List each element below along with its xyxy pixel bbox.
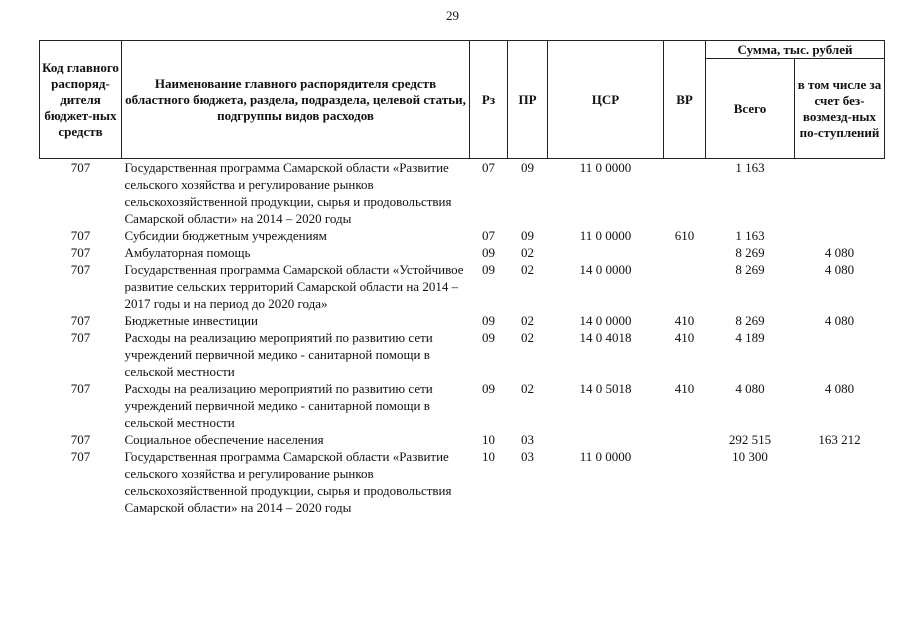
- cell-code: 707: [70, 432, 91, 447]
- cell-grant: [795, 159, 885, 227]
- cell-total: 8 269: [735, 313, 765, 328]
- cell-csr: [548, 244, 664, 261]
- cell-grant: [795, 448, 885, 516]
- cell-name: Государственная программа Самарской области «Развитие сельского хозяйства и регулирование рынков сельскохозяйственной продукции, сырья и продовольствия Самарской области» на 2014 – 2020 годы: [124, 160, 452, 226]
- cell-name: Амбулаторная помощь: [124, 245, 251, 260]
- cell-vr: 410: [674, 313, 695, 328]
- cell-rz: 09: [482, 262, 495, 277]
- cell-code: 707: [70, 449, 91, 464]
- cell-pr: 02: [521, 262, 534, 277]
- cell-grant: 4 080: [824, 381, 855, 396]
- cell-total: 4 189: [735, 330, 765, 345]
- header-sum: Сумма, тыс. рублей: [706, 41, 885, 59]
- header-pr: ПР: [508, 41, 548, 159]
- header-vr: ВР: [664, 41, 706, 159]
- header-name: Наименование главного распорядителя средств областного бюджета, раздела, подраздела, целевой статьи, подгруппы видов расходов: [122, 41, 470, 159]
- cell-csr: 11 0 0000: [579, 228, 632, 243]
- cell-name: Расходы на реализацию мероприятий по развитию сети учреждений первичной медико - санитарной помощи в сельской местности: [124, 330, 433, 379]
- cell-total: 1 163: [735, 160, 765, 175]
- cell-rz: 10: [482, 449, 495, 464]
- header-code: Код главного распоряд-дителя бюджет-ных средств: [40, 41, 122, 159]
- page-number: 29: [446, 8, 459, 23]
- cell-pr: 02: [521, 330, 534, 345]
- cell-csr: 14 0 0000: [579, 313, 632, 328]
- header-rz: Рз: [470, 41, 508, 159]
- cell-rz: 09: [482, 313, 495, 328]
- header-csr: ЦСР: [548, 41, 664, 159]
- cell-code: 707: [70, 313, 91, 328]
- cell-grant: 4 080: [824, 313, 855, 328]
- cell-code: 707: [70, 262, 91, 277]
- cell-pr: 03: [521, 449, 534, 464]
- cell-vr: [664, 244, 706, 261]
- cell-total: 4 080: [735, 381, 765, 396]
- cell-name: Государственная программа Самарской области «Развитие сельского хозяйства и регулирование рынков сельскохозяйственной продукции, сырья и продовольствия Самарской области» на 2014 – 2020 годы: [124, 449, 452, 515]
- cell-csr: [548, 431, 664, 448]
- cell-grant: [795, 227, 885, 244]
- cell-code: 707: [70, 381, 91, 396]
- cell-total: 10 300: [732, 449, 768, 464]
- cell-csr: 11 0 0000: [579, 160, 632, 175]
- table-row: [40, 431, 885, 448]
- cell-code: 707: [70, 160, 91, 175]
- cell-pr: 02: [521, 381, 534, 396]
- cell-vr: [664, 448, 706, 516]
- table-row: [40, 159, 885, 227]
- cell-rz: 10: [482, 432, 495, 447]
- cell-pr: 02: [521, 313, 534, 328]
- cell-rz: 07: [482, 160, 495, 175]
- table-row: [40, 312, 885, 329]
- table-row: [40, 261, 885, 312]
- cell-name: Социальное обеспечение населения: [124, 432, 324, 447]
- cell-pr: 09: [521, 160, 534, 175]
- cell-name: Субсидии бюджетным учреждениям: [124, 228, 327, 243]
- cell-pr: 02: [521, 245, 534, 260]
- table-row: [40, 380, 885, 431]
- cell-grant: 4 080: [824, 245, 855, 260]
- cell-grant: 163 212: [818, 432, 861, 447]
- cell-grant: 4 080: [824, 262, 855, 277]
- cell-code: 707: [70, 228, 91, 243]
- cell-csr: 14 0 5018: [579, 381, 632, 396]
- table-row: [40, 244, 885, 261]
- cell-name: Государственная программа Самарской области «Устойчивое развитие сельских территорий Самарской области на 2014 – 2017 годы и на период до 2020 года»: [124, 262, 464, 311]
- cell-total: 292 515: [728, 432, 772, 447]
- cell-name: Бюджетные инвестиции: [124, 313, 258, 328]
- cell-total: 1 163: [735, 228, 765, 243]
- cell-rz: 09: [482, 330, 495, 345]
- table-row: [40, 227, 885, 244]
- cell-vr: [664, 261, 706, 312]
- cell-name: Расходы на реализацию мероприятий по развитию сети учреждений первичной медико - санитарной помощи в сельской местности: [124, 381, 433, 430]
- budget-table: [39, 40, 885, 516]
- header-total: Всего: [706, 59, 795, 159]
- table-header: [40, 41, 885, 159]
- cell-vr: [664, 159, 706, 227]
- header-grant: в том числе за счет без-возмезд-ных по-ступлений: [795, 59, 885, 159]
- cell-csr: 14 0 0000: [579, 262, 632, 277]
- cell-vr: 410: [674, 381, 695, 396]
- cell-total: 8 269: [735, 262, 765, 277]
- cell-total: 8 269: [735, 245, 765, 260]
- cell-vr: 410: [674, 330, 695, 345]
- table-body: [40, 159, 885, 517]
- cell-pr: 03: [521, 432, 534, 447]
- cell-code: 707: [70, 245, 91, 260]
- cell-vr: [664, 431, 706, 448]
- cell-rz: 07: [482, 228, 495, 243]
- cell-pr: 09: [521, 228, 534, 243]
- cell-code: 707: [70, 330, 91, 345]
- cell-csr: 14 0 4018: [579, 330, 632, 345]
- cell-rz: 09: [482, 381, 495, 396]
- table-row: [40, 329, 885, 380]
- cell-grant: [795, 329, 885, 380]
- cell-csr: 11 0 0000: [579, 449, 632, 464]
- cell-vr: 610: [674, 228, 695, 243]
- cell-rz: 09: [482, 245, 495, 260]
- table-row: [40, 448, 885, 516]
